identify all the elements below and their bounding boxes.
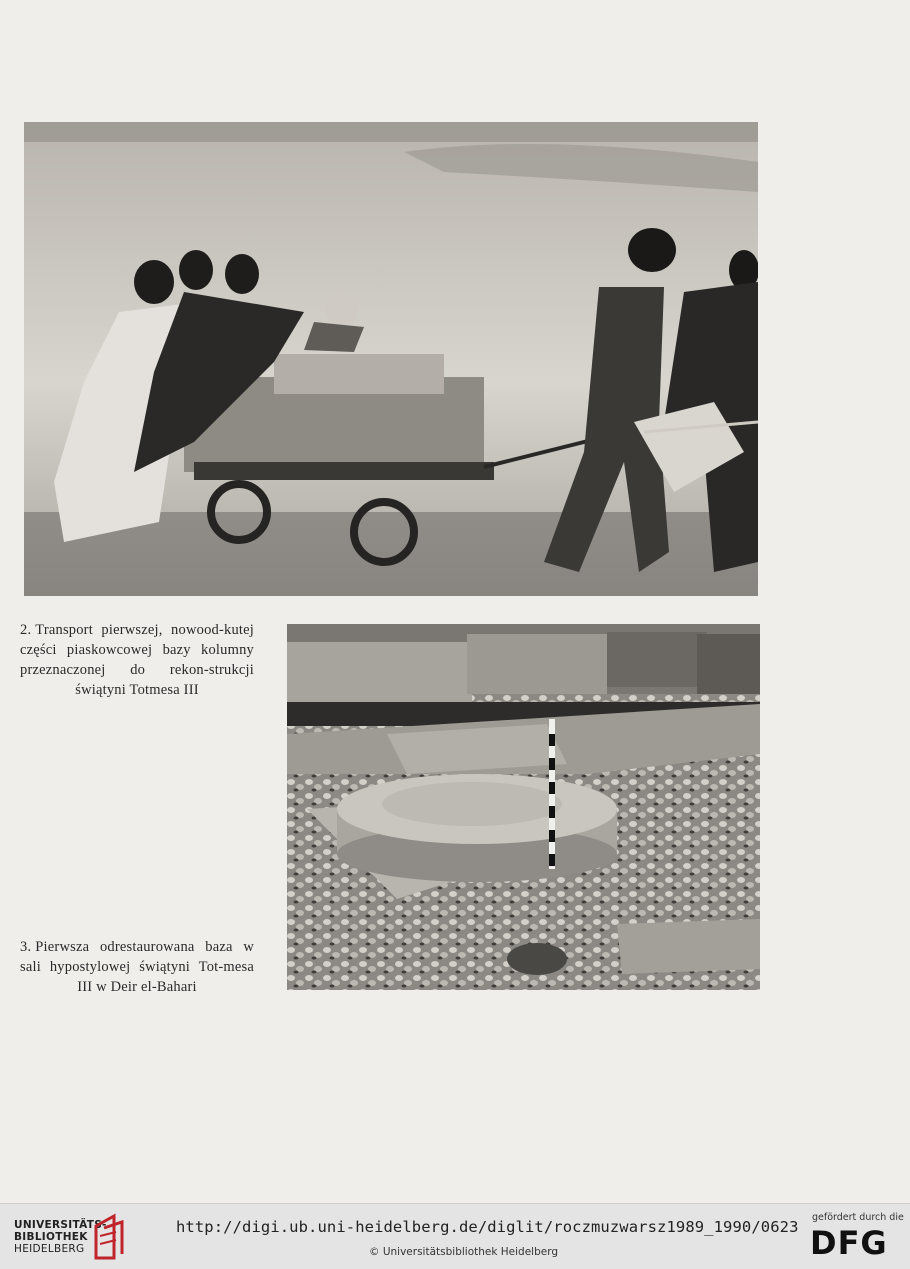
funded-by-label: gefördert durch die <box>812 1212 904 1223</box>
footer-bar <box>0 1203 910 1269</box>
library-line-3: HEIDELBERG <box>14 1243 85 1255</box>
caption-photo-2 <box>20 620 254 700</box>
library-line-2: BIBLIOTHEK <box>14 1231 88 1243</box>
photo-restored-column-base <box>287 624 760 990</box>
library-line-1: UNIVERSITÄTS- <box>14 1219 107 1231</box>
caption-number: 3. <box>20 939 32 955</box>
photo-transport-column-base <box>24 122 758 596</box>
copyright-notice: © Universitätsbibliothek Heidelberg <box>369 1246 559 1258</box>
permalink-url[interactable]: http://digi.ub.uni-heidelberg.de/diglit/roczmuzwarsz1989_1990/0623 <box>176 1218 799 1236</box>
library-logo-icon <box>92 1212 128 1262</box>
dfg-logo: DFG <box>810 1224 888 1262</box>
caption-text: Transport pierwszej, nowood-kutej części piaskowcowej bazy kolumny przeznaczonej do rekon-strukcji świątyni Totmesa III <box>20 622 254 698</box>
caption-number: 2. <box>20 622 32 638</box>
caption-text: Pierwsza odrestaurowana baza w sali hypostylowej świątyni Tot-mesa III w Deir el-Bahari <box>20 939 254 995</box>
caption-photo-3 <box>20 937 254 997</box>
